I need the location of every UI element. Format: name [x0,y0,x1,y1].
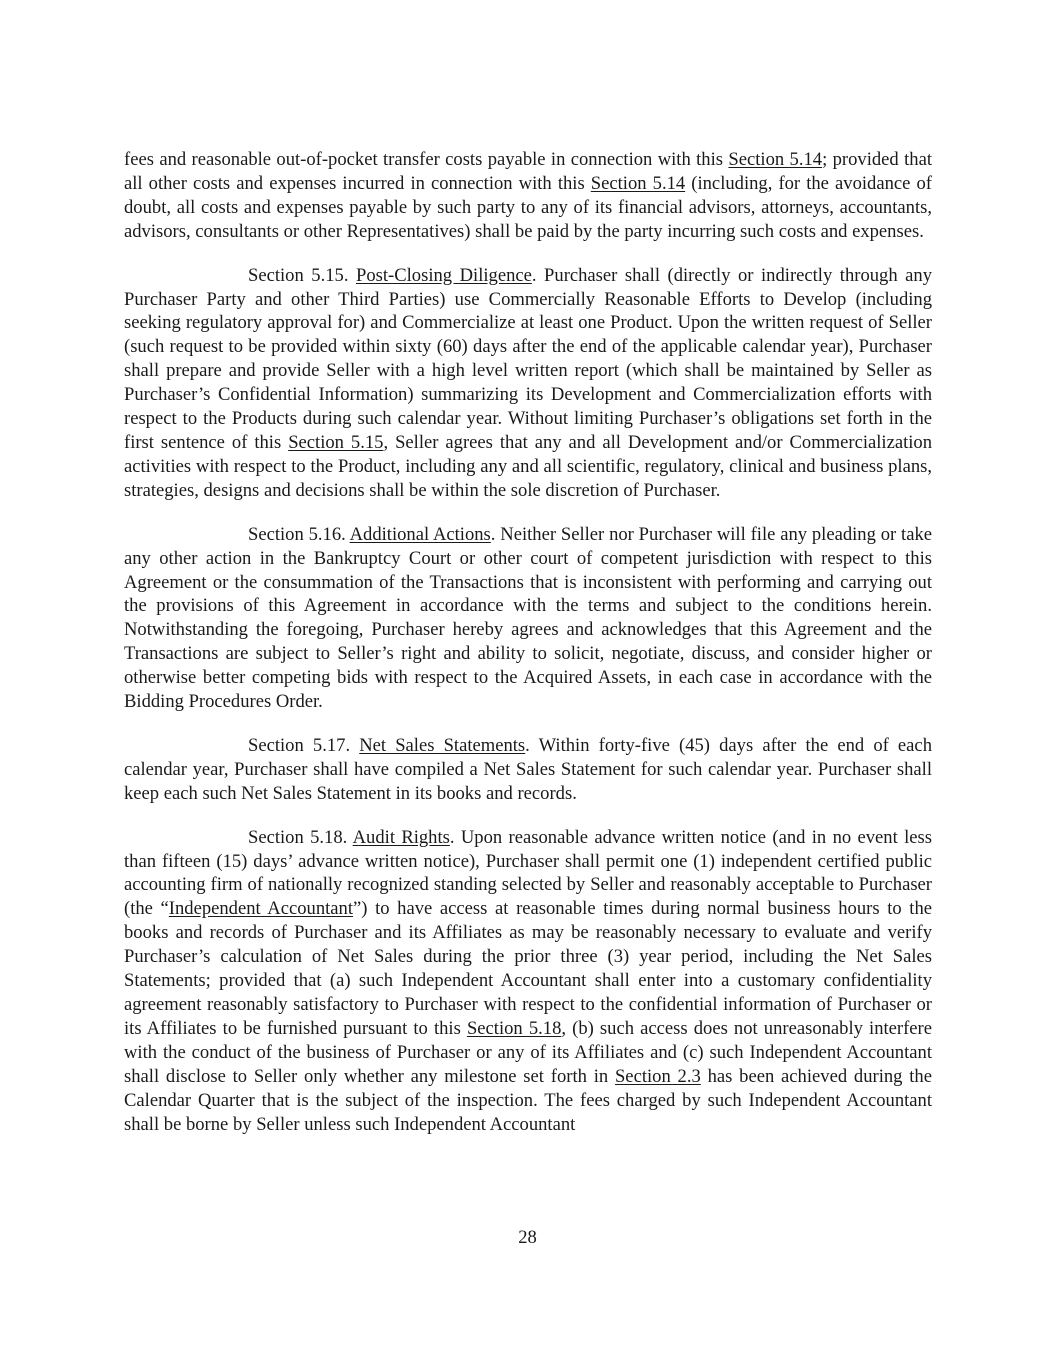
text-run: . Within forty-five (45) days after the end of each calendar year, Purchaser shall have compiled a Net Sales Statement for such calendar year. Purchaser shall keep each such Net Sales Statement in its books and records. [124,734,932,804]
defined-term: Independent Accountant [168,898,354,920]
page-number: 28 [518,1227,537,1248]
text-run: . Neither Seller nor Purchaser will file any pleading or take any other action in the Bankruptcy Court or other court of competent jurisdiction with respect to this Agreement or the consummation of the Transactions that is inconsistent with performing and carrying out the provisions of this Agreement in accordance with the terms and subject to the conditions herein. Notwithstanding the foregoing, Purchaser hereby agrees and acknowledges that this Agreement and the Transactions are subject to Seller’s right and ability to solicit, negotiate, discuss, and consider higher or otherwise better competing bids with respect to the Acquired Assets, in each case in accordance with the Bidding Procedures Order. [124,523,933,713]
section-reference-link: Section 5.18 [466,1017,562,1039]
section-heading: Audit Rights [352,826,450,848]
text-run: ; provided that all other costs and expenses incurred in connection with this [124,149,932,194]
text-run: (including, for the avoidance of doubt, all costs and expenses payable by such party to any of its financial advisors, attorneys, accountants, advisors, consultants or other Representatives) shall be paid by the party incurring such costs and expenses. [124,172,932,242]
section-reference-link: Section 5.15 [288,431,384,453]
text-run: ”) to have access at reasonable times during normal business hours to the books and records of Purchaser and its Affiliates as may be reasonably necessary to evaluate and verify Purchaser’s calculation of Net Sales during the prior three (3) year period, including the Net Sales Statements; provided that (a) such Independent Accountant shall enter into a customary confidentiality agreement reasonably satisfactory to Purchaser with respect to the confidential information of Purchaser or its Affiliates to be furnished pursuant to this [124,898,932,1039]
section-reference-link: Section 5.14 [590,172,686,194]
section-heading: Additional Actions [349,523,491,545]
document-page [124,148,932,1156]
text-run: , Seller agrees that any and all Development and/or Commercialization activities with respect to the Product, including any and all scientific, regulatory, clinical and business plans, strategies, designs and decisions shall be within the sole discretion of Purchaser. [124,431,933,501]
paragraph-section-5-17 [124,734,932,806]
text-run: . Purchaser shall (directly or indirectly through any Purchaser Party and other Third Parties) use Commercially Reasonable Efforts to Develop (including seeking regulatory approval for) and Commercialize at least one Product. Upon the written request of Seller (such request to be provided within sixty (60) days after the end of the applicable calendar year), Purchaser shall prepare and provide Seller with a high level written report (which shall be maintained by Seller as Purchaser’s Confidential Information) summarizing its Development and Commercialization efforts with respect to the Products during such calendar year. Without limiting Purchaser’s obligations set forth in the first sentence of this [124,264,932,453]
paragraph-continuation [124,148,932,244]
section-reference-link: Section 2.3 [614,1065,701,1087]
section-number: Section 5.18. [248,826,353,848]
section-number: Section 5.17. [248,734,360,756]
paragraph-section-5-15 [124,264,932,503]
text-run: fees and reasonable out-of-pocket transfer costs payable in connection with this [124,149,729,170]
section-number: Section 5.15. [248,264,356,286]
paragraph-section-5-18 [124,826,932,1137]
section-heading: Net Sales Statements [359,734,526,756]
text-run: . Upon reasonable advance written notice (and in no event less than fifteen (15) days’ advance written notice), Purchaser shall permit one (1) independent certified public accounting firm of nationally recognized standing selected by Seller and reasonably acceptable to Purchaser (the “ [124,826,932,920]
paragraph-section-5-16 [124,523,932,714]
text-run: , (b) such access does not unreasonably interfere with the conduct of the business of Purchaser or any of its Affiliates and (c) such Independent Accountant shall disclose to Seller only whether any milestone set forth in [124,1017,933,1087]
section-heading: Post-Closing Diligence [356,264,532,286]
section-number: Section 5.16. [248,523,350,545]
section-reference-link: Section 5.14 [728,149,823,170]
text-run: has been achieved during the Calendar Quarter that is the subject of the inspection. The fees charged by such Independent Accountant shall be borne by Seller unless such Independent Accountant [124,1065,932,1135]
